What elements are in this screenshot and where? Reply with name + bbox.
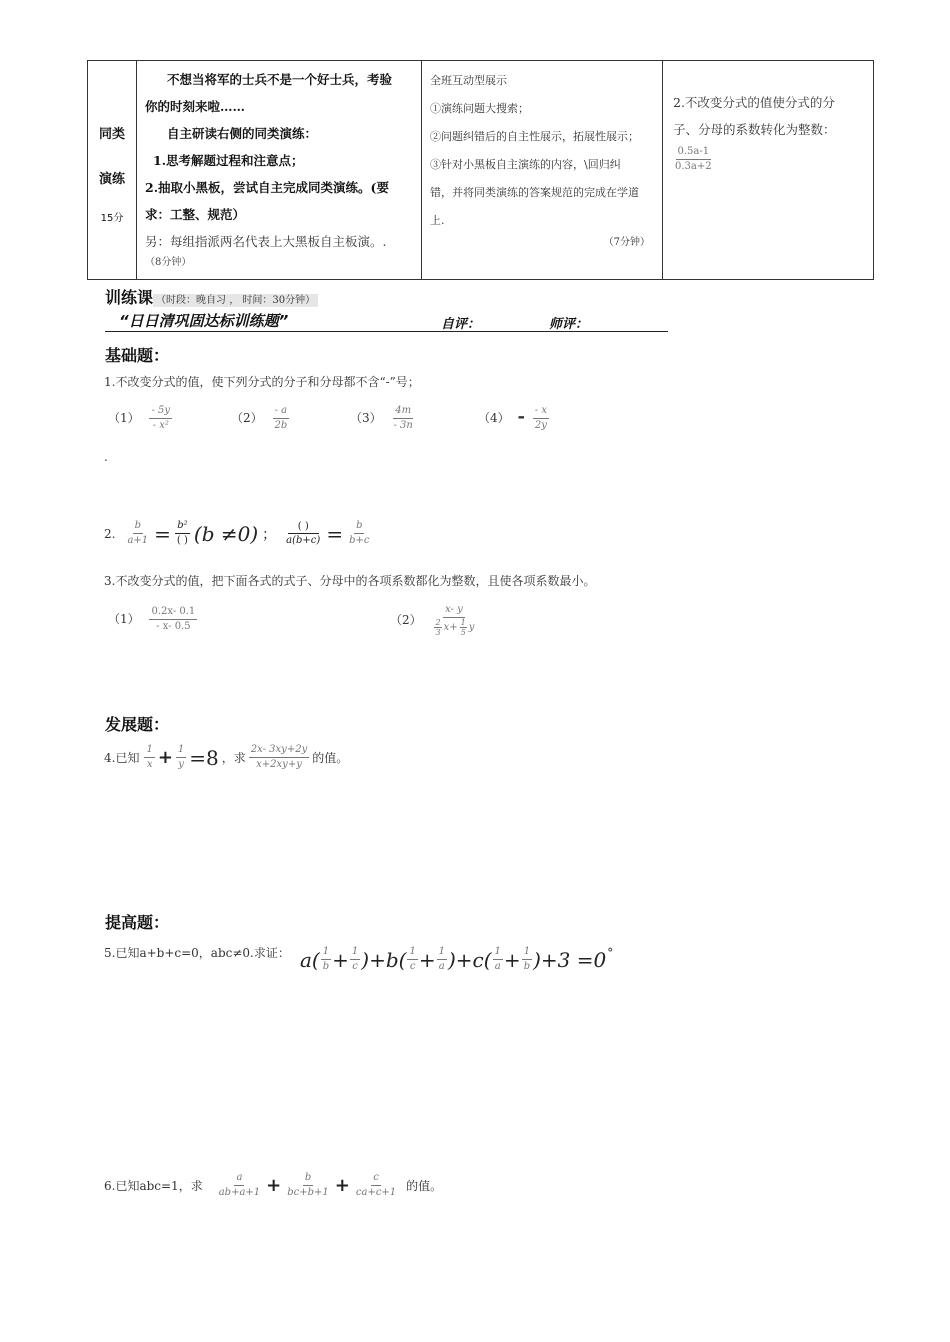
class-activity-cell: [422, 61, 663, 280]
q6: 6.已知abc=1，求 $\frac{a}{ab+a+1}$ + $\frac{b}{bc+b+1}$ + $\frac{c}{ca+c+1}$ 的值。: [104, 1172, 443, 1198]
training-subtitle: （时段：晚自习 ， 时间：30分钟）: [153, 294, 318, 307]
exercise-title-line: [105, 311, 668, 332]
text-line: 求：工整、规范）: [145, 207, 246, 222]
q2: 2. $\frac{b}{a+1}$ = $\frac{\text{b²}}{( )}$ (b ≠0) ； $\frac{( )}{a(b+c)}$ = $\frac{b}{b+c}$: [104, 520, 370, 546]
text-line: 不想当将军的士兵不是一个好士兵，考验: [167, 72, 393, 87]
practice-cell: [663, 61, 874, 280]
training-title: 训练课: [105, 288, 154, 307]
text-line: 错，并将同类演练的答案规范的完成在学道: [430, 186, 639, 199]
q3-item-1: （1） $\frac{0.2x- 0.1}{- x- 0.5}$: [108, 606, 196, 632]
text-line: ①演练问题大搜索；: [430, 102, 529, 115]
text-line: 1.思考解题过程和注意点；: [153, 153, 304, 168]
dot-mark: .: [104, 450, 108, 464]
time-note: （7分钟）: [603, 237, 650, 248]
section-title-1: 同类: [98, 127, 125, 142]
text-line: 2.不改变分式的值使分式的分: [673, 95, 835, 110]
text-line: 2.抽取小黑板，尝试自主完成同类演练。(要: [145, 180, 389, 195]
q3-text: 3.不改变分式的值，把下面各式的式子、分母中的各项系数都化为整数，且使各项系数最小。: [104, 574, 596, 588]
q1-item-3: （3） $\frac{4m}{- 3n}$: [350, 405, 413, 431]
text-line: 全班互动型展示: [430, 74, 507, 87]
lesson-table: [87, 60, 874, 280]
exercise-title: “日日清巩固达标训练题”: [119, 312, 289, 330]
text-line: 子、分母的系数转化为整数：: [673, 122, 836, 137]
section-time: 15分: [100, 213, 124, 224]
q1-text: 1.不改变分式的值，使下列分式的分子和分母都不含“-”号；: [104, 375, 420, 389]
text-line: 上.: [430, 214, 445, 227]
q1-item-1: （1） $\frac{- 5y}{\text{- x²}}$: [108, 405, 171, 431]
text-line: ③针对小黑板自主演练的内容，\回归纠: [430, 158, 621, 171]
text-line: 另：每组指派两名代表上大黑板自主板演。.: [145, 234, 387, 249]
q1-item-4: （4） - $\frac{- x}{2y}$: [478, 405, 547, 431]
q5-text: 5.已知a+b+c=0，abc≠0.求证：: [104, 946, 290, 960]
student-activity-cell: [137, 61, 422, 280]
time-note: （8分钟）: [145, 257, 192, 268]
q3-item-2: （2） x- y 2 3 x+ $\frac{1}{5}$ y: [390, 604, 475, 637]
section-cell: [88, 61, 137, 280]
section-title-2: 演练: [98, 172, 125, 187]
text-line: ②问题纠错后的自主性展示，拓展性展示；: [430, 130, 639, 143]
self-eval-label: 自评：: [441, 317, 481, 332]
teacher-eval-label: 师评：: [549, 317, 589, 332]
advanced-heading: 提高题：: [105, 913, 170, 932]
q4: 4.已知 $\frac{1}{x}$ + $\frac{1}{y}$ =8 ，求 $\frac{2x- 3xy+2y}{x+2xy+y}$ 的值。: [104, 744, 349, 770]
text-line: 自主研读右侧的同类演练：: [167, 126, 318, 141]
training-header: [105, 285, 318, 308]
develop-heading: 发展题：: [105, 715, 170, 734]
q5-formula: a( $\frac{1}{b}$ + $\frac{1}{c}$ )+b( $\frac{1}{c}$ + $\frac{1}{a}$ )+c( $\frac{1}{a}$ + $\frac{1}{b}$ )+3 =0 °: [300, 946, 614, 972]
basic-heading: 基础题：: [105, 346, 170, 365]
q1-item-2: （2） $\frac{- a}{2b}$: [231, 405, 288, 431]
fraction: $\frac{0.5a-1}{0.3a+2}$: [675, 146, 712, 172]
text-line: 你的时刻来啦……: [145, 99, 246, 114]
